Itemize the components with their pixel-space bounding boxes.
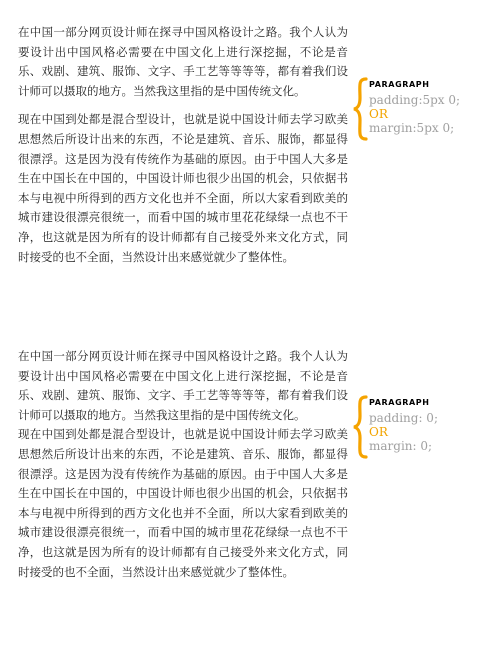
text-block-example-1 bbox=[18, 23, 348, 267]
annotation-title: PARAGRAPH bbox=[369, 398, 430, 407]
annotation-line-padding: padding: 0; bbox=[369, 411, 438, 425]
annotation-line-padding: padding:5px 0; bbox=[369, 93, 461, 107]
paragraph-1: 在中国一部分网页设计师在探寻中国风格设计之路。我个人认为要设计出中国风格必需要在中国文化上进行深挖掘，不论是音乐、戏剧、建筑、服饰、文字、手工艺等等等等，都有着我们设计师可以摄取的地方。当然我这里指的是中国传统文化。 bbox=[18, 25, 348, 98]
paragraph-2: 现在中国到处都是混合型设计，也就是说中国设计师去学习欧美思想然后所设计出来的东西，不论是建筑、音乐、服饰，都显得很漂浮。这是因为没有传统作为基础的原因。由于中国人大多是生在中国长在中国的，中国设计师也很少出国的机会，只依据书本与电视中所得到的西方文化也并不全面，所以大家看到欧美的城市建设很漂亮很统一，而看中国的城市里花花绿绿一点也不干净，也这就是因为所有的设计师都有自己接受外来文化方式，同时接受的也不全面，当然设计出来感觉就少了整体性。 bbox=[18, 112, 348, 264]
annotation-title: PARAGRAPH bbox=[369, 80, 430, 89]
annotation-line-or: OR bbox=[369, 107, 388, 121]
curly-brace-icon bbox=[352, 394, 368, 460]
annotation-example-2 bbox=[352, 394, 472, 460]
curly-brace-icon bbox=[352, 76, 368, 142]
annotation-line-margin: margin:5px 0; bbox=[369, 121, 455, 135]
annotation-line-margin: margin: 0; bbox=[369, 439, 433, 453]
annotation-example-1 bbox=[352, 76, 472, 142]
paragraph-1: 在中国一部分网页设计师在探寻中国风格设计之路。我个人认为要设计出中国风格必需要在中国文化上进行深挖掘，不论是音乐、戏剧、建筑、服饰、文字、手工艺等等等等，都有着我们设计师可以摄取的地方。当然我这里指的是中国传统文化。 bbox=[18, 349, 348, 422]
paragraph-2: 现在中国到处都是混合型设计，也就是说中国设计师去学习欧美思想然后所设计出来的东西，不论是建筑、音乐、服饰，都显得很漂浮。这是因为没有传统作为基础的原因。由于中国人大多是生在中国长在中国的，中国设计师也很少出国的机会，只依据书本与电视中所得到的西方文化也并不全面，所以大家看到欧美的城市建设很漂亮很统一，而看中国的城市里花花绿绿一点也不干净，也这就是因为所有的设计师都有自己接受外来文化方式，同时接受的也不全面，当然设计出来感觉就少了整体性。 bbox=[18, 427, 348, 579]
text-block-example-2 bbox=[18, 347, 348, 582]
annotation-line-or: OR bbox=[369, 425, 388, 439]
